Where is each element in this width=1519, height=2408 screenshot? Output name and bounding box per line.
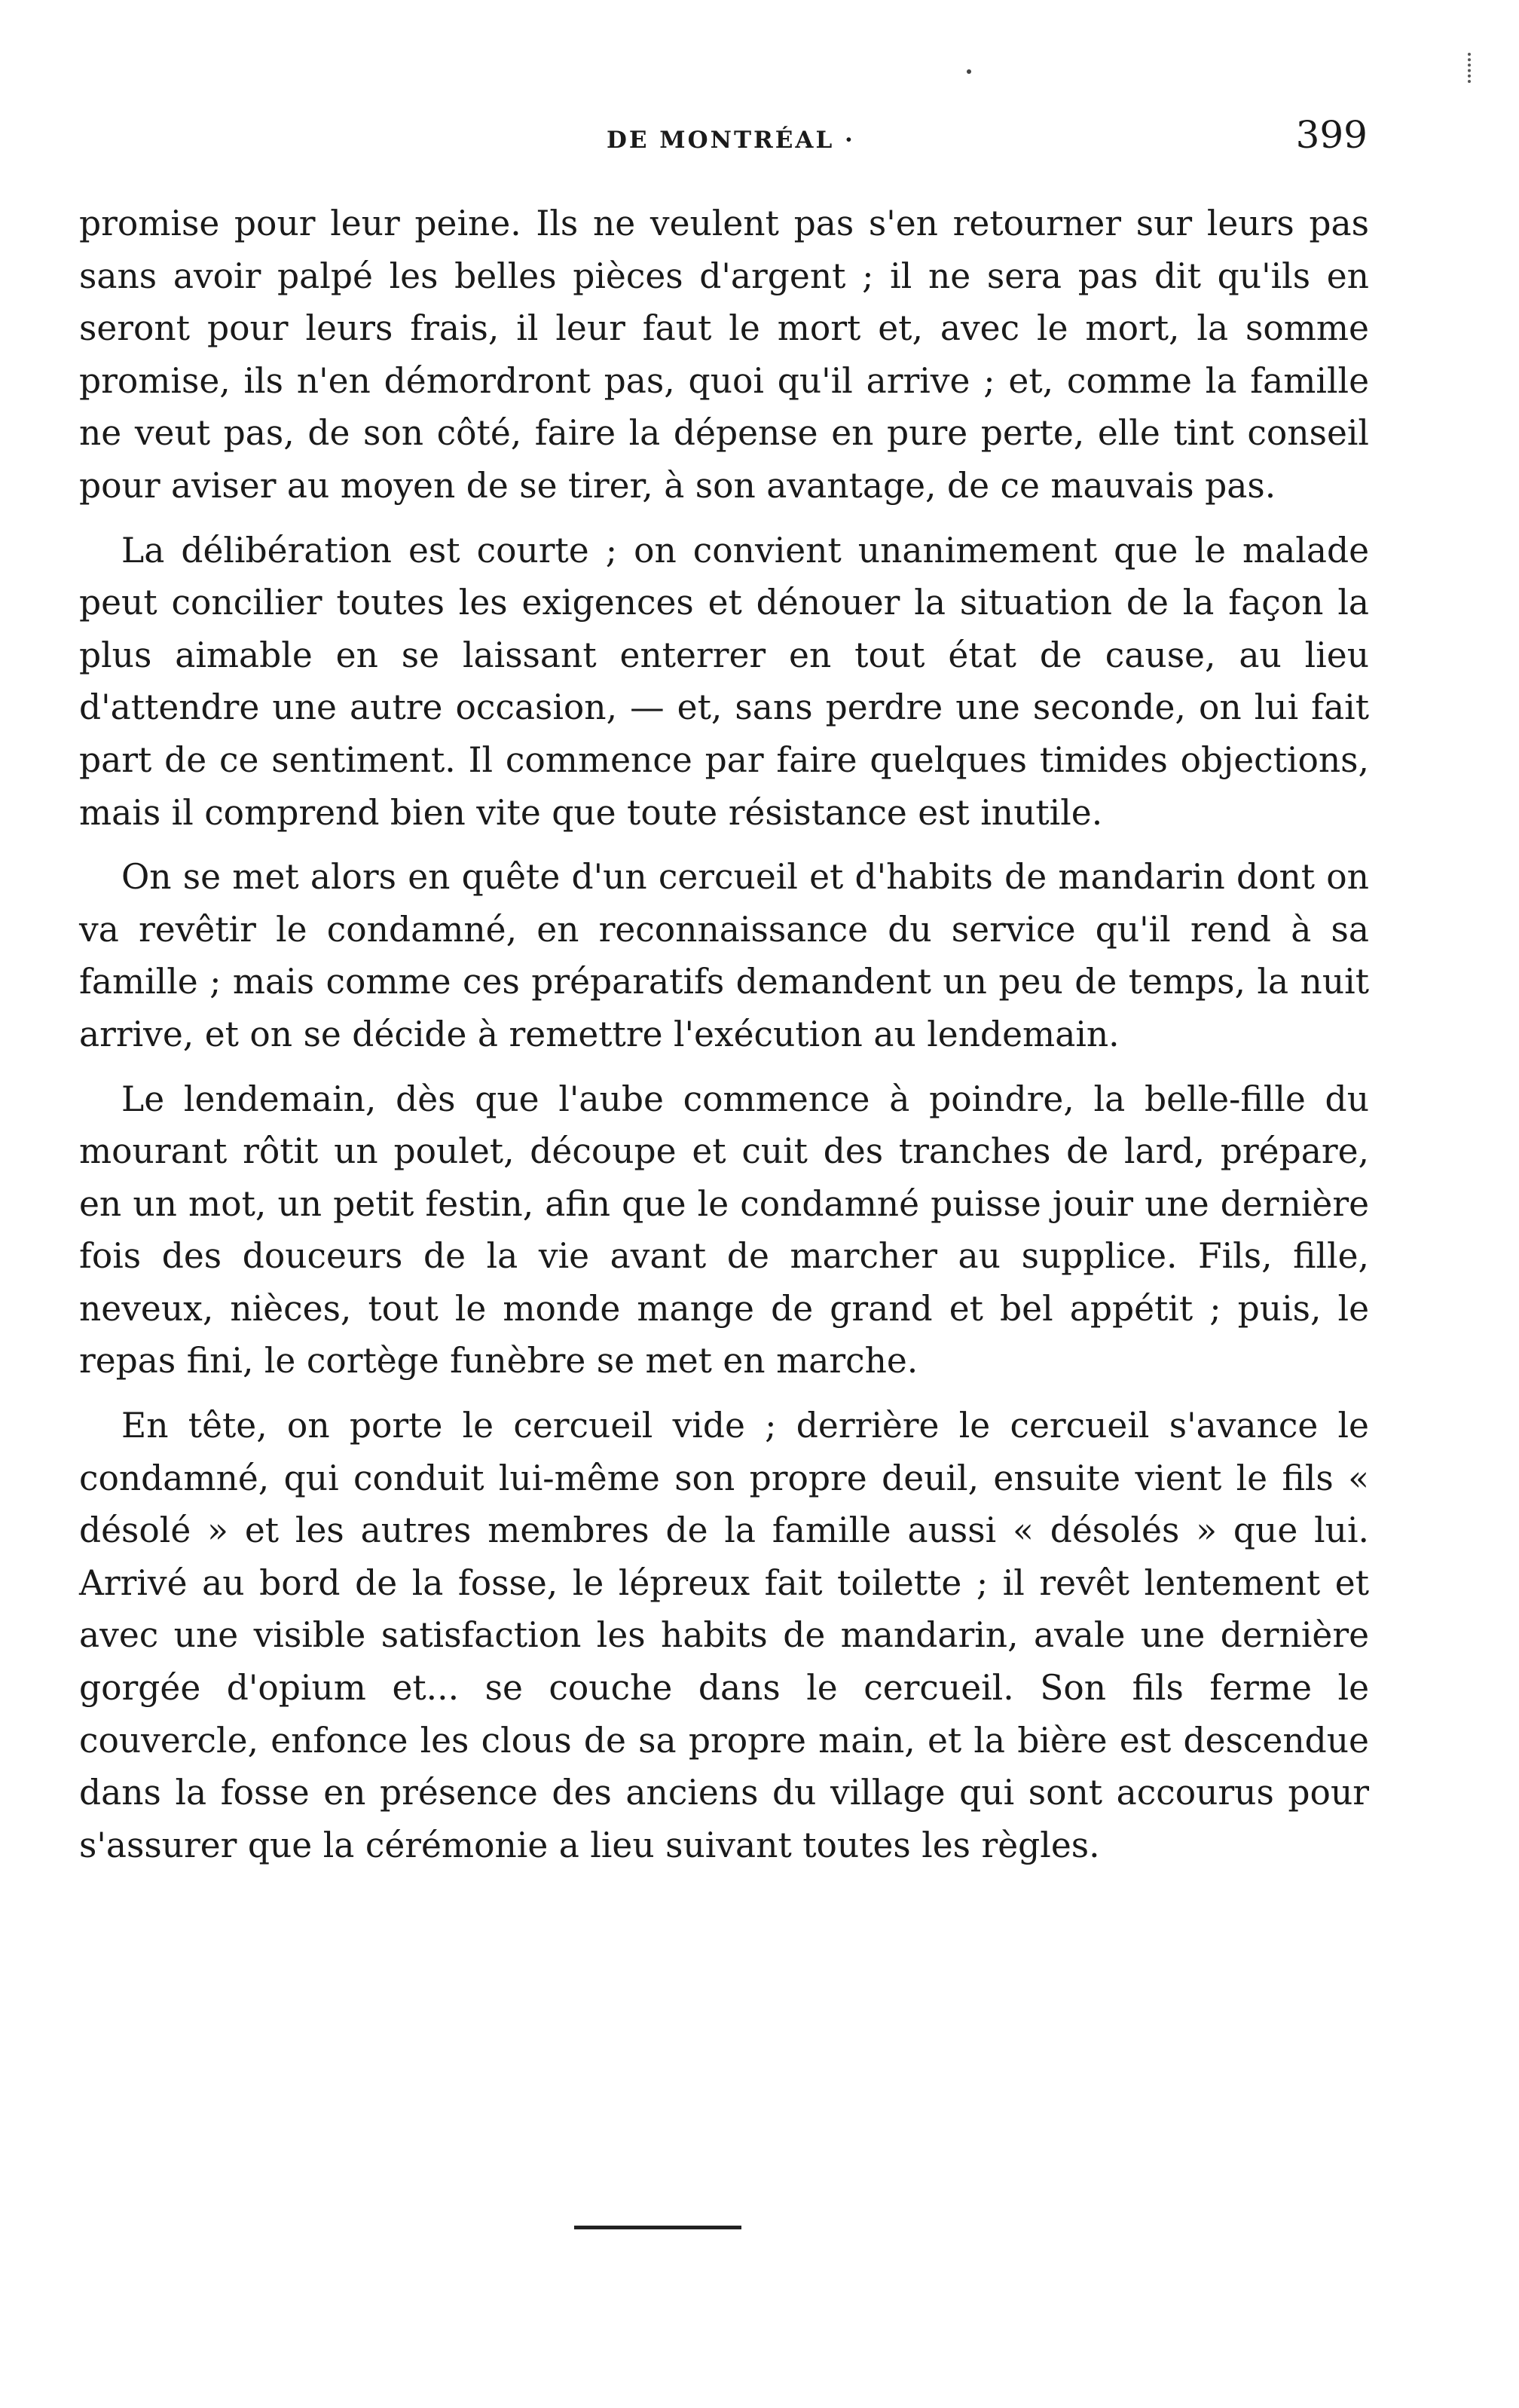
paragraph-1: promise pour leur peine. Ils ne veulent pas s'en retourner sur leurs pas sans avoir palpé les belles pièces d'argent ; il ne sera pas dit qu'ils en seront pour leurs frais, il leur faut le mort et, avec le mort, la somme promise, ils n'en démordront pas, quoi qu'il arrive ; et, comme la famille ne veut pas, de son côté, faire la dépense en pure perte, elle tint conseil pour aviser au moyen de se tirer, à son avantage, de ce mauvais pas. (79, 203, 1369, 506)
margin-mark (1468, 53, 1475, 83)
ink-dot (967, 69, 971, 74)
page-number: 399 (1295, 113, 1368, 157)
end-rule (574, 2226, 741, 2229)
paragraph-2: La délibération est courte ; on convient unanimement que le malade peut concilier toutes les exigences et dénouer la situation de la façon la plus aimable en se laissant enterrer en tout état de cause, au lieu d'attendre une autre occasion, — et, sans perdre une seconde, on lui fait part de ce sentiment. Il commence par faire quelques timides objections, mais il comprend bien vite que toute résistance est inutile. (79, 530, 1369, 833)
body-text (79, 197, 1369, 1883)
paragraph-4: Le lendemain, dès que l'aube commence à poindre, la belle-fille du mourant rôtit un poulet, découpe et cuit des tranches de lard, prépare, en un mot, un petit festin, afin que le condamné puisse jouir une dernière fois des douceurs de la vie avant de marcher au supplice. Fils, fille, neveux, nièces, tout le monde mange de grand et bel appétit ; puis, le repas fini, le cortège funèbre se met en marche. (79, 1079, 1369, 1381)
running-title: DE MONTRÉAL · (607, 127, 855, 154)
page-header (79, 106, 1368, 173)
paragraph-3: On se met alors en quête d'un cercueil et d'habits de mandarin dont on va revêtir le condamné, en reconnaissance du service qu'il rend à sa famille ; mais comme ces préparatifs demandent un peu de temps, la nuit arrive, et on se décide à remettre l'exécution au lendemain. (79, 857, 1369, 1054)
paragraph-5: En tête, on porte le cercueil vide ; derrière le cercueil s'avance le condamné, qui conduit lui-même son propre deuil, ensuite vient le fils « désolé » et les autres membres de la famille aussi « désolés » que lui. Arrivé au bord de la fosse, le lépreux fait toilette ; il revêt lentement et avec une visible satisfaction les habits de mandarin, avale une dernière gorgée d'opium et... se couche dans le cercueil. Son fils ferme le couvercle, enfonce les clous de sa propre main, et la bière est descendue dans la fosse en présence des anciens du village qui sont accourus pour s'assurer que la cérémonie a lieu suivant toutes les règles. (79, 1406, 1369, 1865)
